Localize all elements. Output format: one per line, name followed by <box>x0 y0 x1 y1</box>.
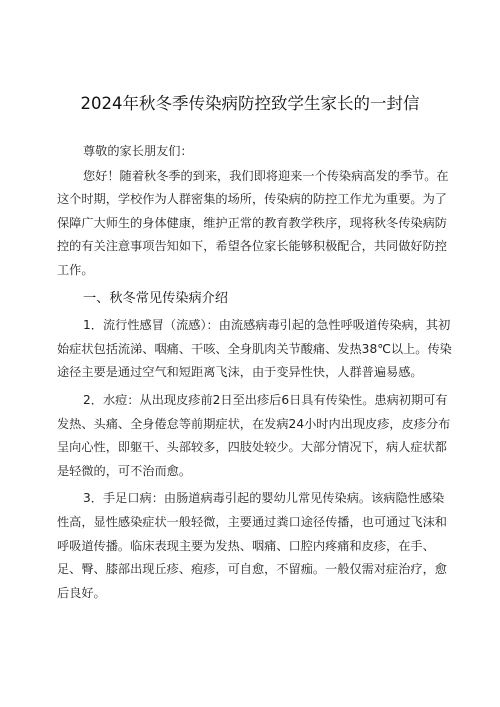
letter-body <box>57 140 454 605</box>
disease-item-flu: 1．流行性感冒（流感）：由流感病毒引起的急性呼吸道传染病，其初始症状包括流涕、咽痛、干咳、全身肌肉关节酸痛、发热38℃以上。传染途径主要是通过空气和短距离飞沫，由于变异性快，人群普遍易感。 <box>57 318 452 380</box>
disease-item-hfmd: 3．手足口病：由肠道病毒引起的婴幼儿常见传染病。该病隐性感染性高，显性感染症状一般轻微，主要通过粪口途径传播，也可通过飞沫和呼吸道传播。临床表现主要为发热、咽痛、口腔内疼痛和皮疹，在手、足、臀、膝部出现丘疹、疱疹，可自愈，不留痂。一般仅需对症治疗，愈后良好。 <box>57 491 447 600</box>
salutation: 尊敬的家长朋友们： <box>83 144 193 158</box>
disease-item-chickenpox: 2．水痘：从出现皮疹前2日至出疹后6日具有传染性。患病初期可有发热、头痛、全身倦怠等前期症状，在发病24小时内出现皮疹，皮疹分布呈向心性，即躯干、头部较多，四肢处较少。大部分情况下，病人症状都是轻微的，可不治而愈。 <box>57 392 451 478</box>
intro-paragraph: 您好！随着秋冬季的到来，我们即将迎来一个传染病高发的季节。在这个时期，学校作为人群密集的场所，传染病的防控工作尤为重要。为了保障广大师生的身体健康，维护正常的教育教学秩序，现将秋冬传染病防控的有关注意事项告知如下，希望各位家长能够积极配合，共同做好防控工作。 <box>57 168 449 277</box>
section-heading: 一、秋冬常见传染病介绍 <box>83 290 229 306</box>
document-title: 2024年秋冬季传染病防控致学生家长的一封信 <box>80 94 420 113</box>
